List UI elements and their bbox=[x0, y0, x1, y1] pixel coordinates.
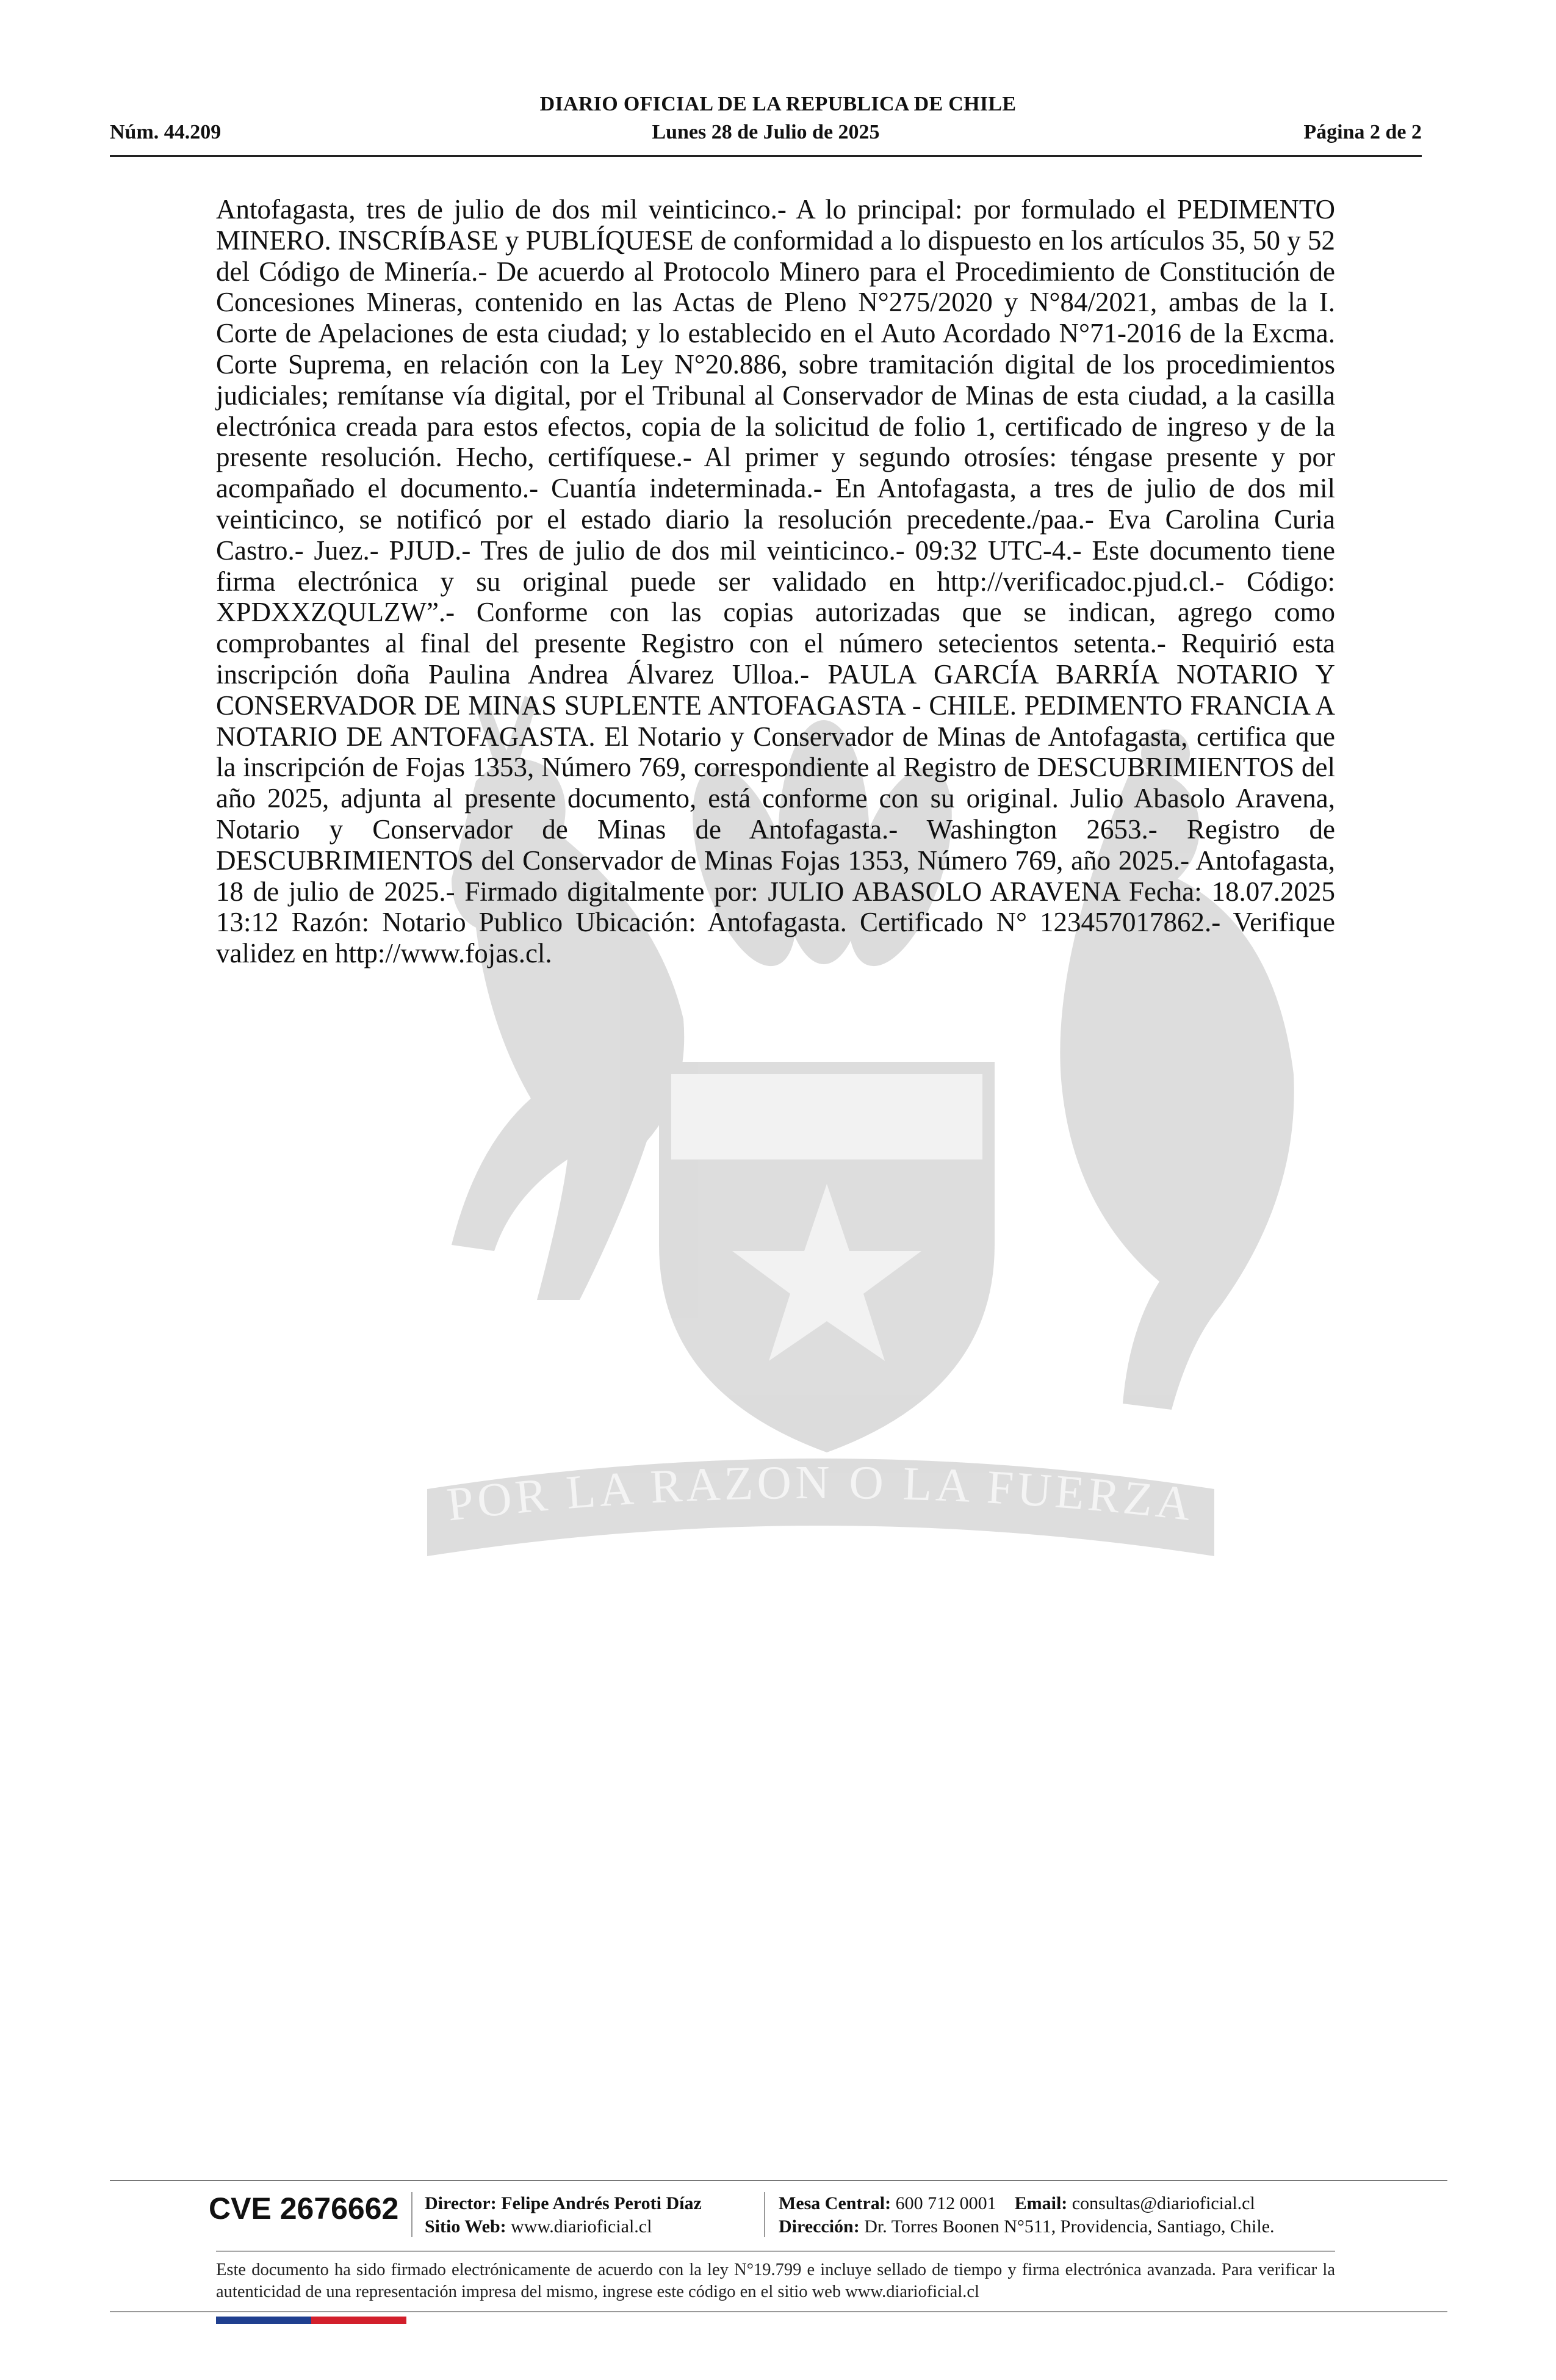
flag-red-segment bbox=[311, 2317, 406, 2324]
footer-contact-block bbox=[779, 2192, 1275, 2238]
site-label: Sitio Web: bbox=[425, 2216, 506, 2237]
director-name: Felipe Andrés Peroti Díaz bbox=[501, 2193, 702, 2213]
address-text: Dr. Torres Boonen N°511, Providencia, Santiago, Chile. bbox=[864, 2216, 1275, 2237]
footer-director-block bbox=[425, 2192, 702, 2238]
cve-code: CVE 2676662 bbox=[209, 2191, 399, 2226]
footer-bottom-divider bbox=[110, 2311, 1447, 2312]
email-label: Email: bbox=[1014, 2193, 1068, 2213]
flag-blue-segment bbox=[216, 2317, 311, 2324]
email-link[interactable]: consultas@diarioficial.cl bbox=[1072, 2193, 1255, 2213]
mesa-phone: 600 712 0001 bbox=[895, 2193, 996, 2213]
header-divider bbox=[110, 155, 1422, 157]
notice-body: Antofagasta, tres de julio de dos mil veinticinco.- A lo principal: por formulado el PEDIMENTO MINERO. INSCRÍBASE y PUBLÍQUESE de conformidad a lo dispuesto en los artículos 35, 50 y 52 del Código de Minería.- De acuerdo al Protocolo Minero para el Procedimiento de Constitución de Concesiones Mineras, contenido en las Actas de Pleno N°275/2020 y N°84/2021, ambas de la I. Corte de Apelaciones de esta ciudad; y lo establecido en el Auto Acordado N°71-2016 de la Excma. Corte Suprema, en relación con la Ley N°20.886, sobre tramitación digital de los procedimientos judiciales; remítanse vía digital, por el Tribunal al Conservador de Minas de esta ciudad, a la casilla electrónica creada para estos efectos, copia de la solicitud de folio 1, certificado de ingreso y de la presente resolución. Hecho, certifíquese.- Al primer y segundo otrosíes: téngase presente y por acompañado el documento.- Cuantía indeterminada.- En Antofagasta, a tres de julio de dos mil veinticinco, se notificó por el estado diario la resolución precedente./paa.- Eva Carolina Curia Castro.- Juez.- PJUD.- Tres de julio de dos mil veinticinco.- 09:32 UTC-4.- Este documento tiene firma electrónica y su original puede ser validado en http://verificadoc.pjud.cl.- Código: XPDXXZQULZW”.- Conforme con las copias autorizadas que se indican, agrego como comprobantes al final del presente Registro con el número setecientos setenta.- Requirió esta inscripción doña Paulina Andrea Álvarez Ulloa.- PAULA GARCÍA BARRÍA NOTARIO Y CONSERVADOR DE MINAS SUPLENTE ANTOFAGASTA - CHILE. PEDIMENTO FRANCIA A NOTARIO DE ANTOFAGASTA. El Notario y Conservador de Minas de Antofagasta, certifica que la inscripción de Fojas 1353, Número 769, correspondiente al Registro de DESCUBRIMIENTOS del año 2025, adjunta al presente documento, está conforme con su original. Julio Abasolo Aravena, Notario y Conservador de Minas de Antofagasta.- Washington 2653.- Registro de DESCUBRIMIENTOS del Conservador de Minas Fojas 1353, Número 769, año 2025.- Antofagasta, 18 de julio de 2025.- Firmado digitalmente por: JULIO ABASOLO ARAVENA Fecha: 18.07.2025 13:12 Razón: Notario Publico Ubicación: Antofagasta. Certificado N° 123457017862.- Verifique validez en http://www.fojas.cl. bbox=[216, 194, 1335, 969]
director-label: Director: bbox=[425, 2193, 497, 2213]
page-indicator: Página 2 de 2 bbox=[1303, 121, 1422, 143]
footer-separator bbox=[764, 2192, 765, 2237]
footer-mid-divider bbox=[216, 2251, 1335, 2252]
footer-top-divider bbox=[110, 2180, 1447, 2181]
footer-separator bbox=[411, 2192, 412, 2237]
newspaper-title: DIARIO OFICIAL DE LA REPUBLICA DE CHILE bbox=[539, 93, 1017, 115]
issue-number: Núm. 44.209 bbox=[110, 121, 222, 143]
site-link[interactable]: www.diarioficial.cl bbox=[511, 2216, 652, 2237]
watermark-motto: POR LA RAZON O LA FUERZA bbox=[444, 1455, 1198, 1531]
flag-stripe bbox=[216, 2317, 406, 2324]
header-info-row bbox=[110, 121, 1422, 148]
address-label: Dirección: bbox=[779, 2216, 860, 2237]
signature-note: Este documento ha sido firmado electrónicamente de acuerdo con la ley N°19.799 e incluye sellado de tiempo y firma electrónica avanzada. Para verificar la autenticidad de una representación impresa del mismo, ingrese este código en el sitio web www.diarioficial.cl bbox=[216, 2260, 1335, 2301]
issue-date: Lunes 28 de Julio de 2025 bbox=[652, 121, 880, 143]
mesa-label: Mesa Central: bbox=[779, 2193, 891, 2213]
